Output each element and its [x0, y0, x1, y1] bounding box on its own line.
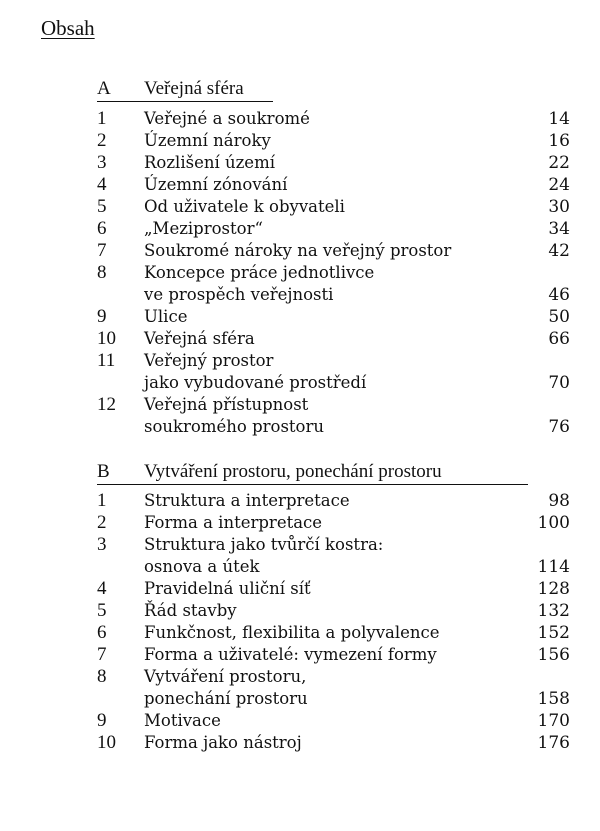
- toc-entry: [97, 240, 570, 262]
- toc-entry: [97, 622, 570, 644]
- entry-title-line: Pravidelná uliční síť: [144, 579, 311, 598]
- section-letter: A: [97, 78, 111, 99]
- page-number: 42: [548, 241, 570, 261]
- entry-number: 4: [97, 578, 107, 599]
- entry-title-line: Koncepce práce jednotlivce: [144, 263, 375, 282]
- page-number: 128: [537, 579, 570, 599]
- toc-entry: [97, 512, 570, 534]
- entry-title-line: Od uživatele k obyvateli: [144, 197, 345, 216]
- entry-number: 6: [97, 218, 107, 239]
- page-number: 24: [548, 175, 570, 195]
- entry-title-line: ponechání prostoru: [144, 689, 308, 708]
- toc-entry: [97, 490, 570, 512]
- entry-title: [144, 534, 383, 578]
- entry-title: [144, 666, 308, 710]
- entry-title-line: Veřejná přístupnost: [144, 395, 309, 414]
- page-number: 76: [548, 417, 570, 437]
- entry-title-line: ve prospěch veřejnosti: [144, 285, 334, 304]
- page-number: 158: [537, 689, 570, 709]
- page-number: 100: [537, 513, 570, 533]
- entry-title: [144, 130, 271, 152]
- section-title: Veřejná sféra: [144, 78, 244, 99]
- toc-entry: [97, 306, 570, 328]
- entry-title: [144, 174, 287, 196]
- entry-number: 11: [97, 350, 116, 371]
- entry-title-line: Veřejné a soukromé: [144, 109, 310, 128]
- toc-entry: [97, 108, 570, 130]
- entry-title-line: Územní zónování: [144, 175, 288, 194]
- entry-title: [144, 240, 451, 262]
- section-underline: [97, 101, 273, 102]
- entry-number: 8: [97, 666, 107, 687]
- page-number: 66: [548, 329, 570, 349]
- entry-title-line: Veřejný prostor: [144, 351, 274, 370]
- page-number: 170: [537, 711, 570, 731]
- entry-title-line: Funkčnost, flexibilita a polyvalence: [144, 623, 440, 642]
- entry-title: [144, 578, 311, 600]
- section-underline: [97, 484, 528, 485]
- toc-entry: [97, 710, 570, 732]
- toc-entry: [97, 350, 570, 394]
- entry-title: [144, 196, 345, 218]
- entry-title: [144, 512, 322, 534]
- entry-number: 10: [97, 328, 116, 349]
- entry-title: [144, 108, 310, 130]
- entry-title-line: Ulice: [144, 307, 188, 326]
- page-number: 152: [537, 623, 570, 643]
- toc-entry: [97, 218, 570, 240]
- page-number: 16: [548, 131, 570, 151]
- entry-title-line: Motivace: [144, 711, 221, 730]
- toc-entry: [97, 600, 570, 622]
- entry-title-line: Struktura a interpretace: [144, 491, 350, 510]
- toc-entry: [97, 644, 570, 666]
- page-title: Obsah: [41, 16, 95, 40]
- entry-title: [144, 262, 374, 306]
- toc-entry: [97, 666, 570, 710]
- entry-number: 7: [97, 240, 107, 261]
- entry-number: 12: [97, 394, 116, 415]
- entry-title: [144, 350, 366, 394]
- toc-entry: [97, 534, 570, 578]
- entry-title-line: Struktura jako tvůrčí kostra:: [144, 535, 384, 554]
- page-number: 156: [537, 645, 570, 665]
- entry-number: 9: [97, 306, 107, 327]
- entry-number: 4: [97, 174, 107, 195]
- toc-entry: [97, 394, 570, 438]
- page-number: 14: [548, 109, 570, 129]
- entry-title-line: Rozlišení území: [144, 153, 275, 172]
- entry-title-line: Územní nároky: [144, 131, 271, 150]
- toc-entry: [97, 262, 570, 306]
- entry-title-line: Forma a interpretace: [144, 513, 323, 532]
- entry-title: [144, 306, 187, 328]
- entry-title-line: osnova a útek: [144, 557, 260, 576]
- entry-title-line: soukromého prostoru: [144, 417, 324, 436]
- entry-number: 5: [97, 196, 107, 217]
- entry-number: 7: [97, 644, 107, 665]
- toc-entry: [97, 174, 570, 196]
- toc-entry: [97, 328, 570, 350]
- entry-title: [144, 394, 324, 438]
- entry-title: [144, 622, 440, 644]
- page-number: 34: [548, 219, 570, 239]
- entry-title: [144, 710, 221, 732]
- entry-title-line: Řád stavby: [144, 601, 237, 620]
- entry-title: [144, 644, 437, 666]
- entry-number: 5: [97, 600, 107, 621]
- section-letter: B: [97, 461, 110, 482]
- entry-title: [144, 490, 350, 512]
- entry-title: [144, 732, 302, 754]
- entry-number: 8: [97, 262, 107, 283]
- page-number: 22: [548, 153, 570, 173]
- page-number: 176: [537, 733, 570, 753]
- entry-number: 6: [97, 622, 107, 643]
- page-number: 98: [548, 491, 570, 511]
- entry-number: 10: [97, 732, 116, 753]
- page-number: 30: [548, 197, 570, 217]
- entry-title-line: Soukromé nároky na veřejný prostor: [144, 241, 452, 260]
- entry-number: 2: [97, 512, 107, 533]
- entry-number: 1: [97, 490, 107, 511]
- page-number: 46: [548, 285, 570, 305]
- page-number: 50: [548, 307, 570, 327]
- entry-title-line: „Meziprostor“: [144, 219, 263, 238]
- entry-title-line: Forma jako nástroj: [144, 733, 302, 752]
- entry-title: [144, 328, 255, 350]
- entry-title: [144, 218, 263, 240]
- page-number: 114: [537, 557, 570, 577]
- entry-title-line: Forma a uživatelé: vymezení formy: [144, 645, 437, 664]
- entry-number: 1: [97, 108, 107, 129]
- entry-title-line: Veřejná sféra: [144, 329, 255, 348]
- toc-entry: [97, 152, 570, 174]
- entry-number: 9: [97, 710, 107, 731]
- entry-number: 2: [97, 130, 107, 151]
- section-title: Vytváření prostoru, ponechání prostoru: [144, 461, 442, 482]
- toc-entry: [97, 196, 570, 218]
- page-number: 70: [548, 373, 570, 393]
- toc-entry: [97, 130, 570, 152]
- entry-title: [144, 152, 275, 174]
- entry-title: [144, 600, 237, 622]
- toc-entry: [97, 578, 570, 600]
- page-number: 132: [537, 601, 570, 621]
- entry-number: 3: [97, 534, 107, 555]
- toc-entry: [97, 732, 570, 754]
- entry-title-line: jako vybudované prostředí: [144, 373, 367, 392]
- entry-title-line: Vytváření prostoru,: [144, 667, 307, 686]
- entry-number: 3: [97, 152, 107, 173]
